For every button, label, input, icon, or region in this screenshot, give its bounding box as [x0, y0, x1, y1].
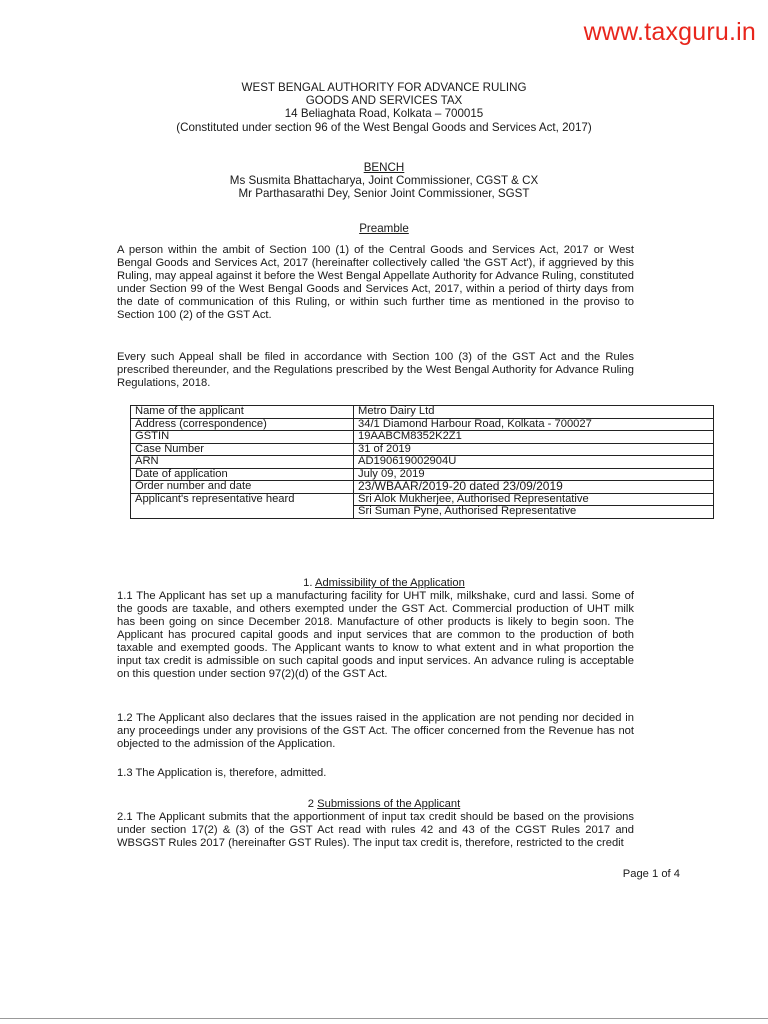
paragraph-1-1: 1.1 The Applicant has set up a manufacturing facility for UHT milk, milkshake, curd and lassi. Some of the goods are taxable, and others exempted under the GST Act. Commercial production of UHT milk has been going on since December 2018. Manufacture of other products is likely to begin soon. The Applicant has procured capital goods and input services that are common to the production of both taxable and exempted goods. The Applicant wants to know to what extent and in what proportion the input tax credit is admissible on such capital goods and input services. An advance ruling is acceptable on this question under section 97(2)(d) of the GST Act. [117, 590, 634, 680]
row-label: GSTIN [131, 431, 354, 444]
row-label: Applicant's representative heard [131, 493, 354, 518]
row-value: 23/WBAAR/2019-20 dated 23/09/2019 [354, 481, 714, 494]
row-label: Order number and date [131, 481, 354, 494]
header-line-4: (Constituted under section 96 of the West Bengal Goods and Services Act, 2017) [176, 120, 592, 134]
table-row [131, 418, 714, 431]
paragraph-2-1: 2.1 The Applicant submits that the apportionment of input tax credit should be based on the provisions under section 17(2) & (3) of the GST Act read with rules 42 and 43 of the CGST Rules 2017 and WBSGST Rules 2017 (hereinafter GST Rules). The input tax credit is, therefore, restricted to the credit [117, 811, 634, 849]
table-row [131, 406, 714, 419]
row-value: 31 of 2019 [354, 443, 714, 456]
bench-block [0, 161, 768, 201]
row-value: July 09, 2019 [354, 468, 714, 481]
preamble-paragraph-2: Every such Appeal shall be filed in accordance with Section 100 (3) of the GST Act and the Rules prescribed thereunder, and the Regulations prescribed by the West Bengal Authority for Advance Ruling Regulations, 2018. [117, 351, 634, 389]
bench-member-2: Mr Parthasarathi Dey, Senior Joint Commissioner, SGST [238, 187, 530, 201]
header-line-2: GOODS AND SERVICES TAX [305, 94, 463, 108]
section-2-number: 2 [307, 798, 315, 810]
row-value: Metro Dairy Ltd [354, 406, 714, 419]
section-1-heading [0, 577, 768, 589]
row-label: ARN [131, 456, 354, 469]
row-value: Sri Alok Mukherjee, Authorised Representative [354, 493, 714, 506]
preamble-title: Preamble [359, 222, 409, 235]
section-2-heading [0, 798, 768, 810]
header-line-1: WEST BENGAL AUTHORITY FOR ADVANCE RULING [241, 81, 527, 94]
table-row [131, 431, 714, 444]
row-value: AD190619002904U [354, 456, 714, 469]
section-1-title: Admissibility of the Application [314, 577, 465, 589]
preamble-paragraph-1: A person within the ambit of Section 100 (1) of the Central Goods and Services Act, 2017 or West Bengal Goods and Services Act, 2017 (hereinafter collectively called 'the GST Act'), if aggrieved by this Ruling, may appeal against it before the West Bengal Appellate Authority for Advance Ruling, constituted under Section 99 of the West Bengal Goods and Services Act, 2017, within a period of thirty days from the date of communication of this Ruling, or within such further time as mentioned in the proviso to Section 100 (2) of the GST Act. [117, 244, 634, 321]
page-number: Page 1 of 4 [622, 868, 680, 880]
watermark[interactable]: www.taxguru.in [583, 18, 756, 46]
table-row [131, 456, 714, 469]
row-value: 19AABCM8352K2Z1 [354, 431, 714, 444]
row-value: 34/1 Diamond Harbour Road, Kolkata - 700027 [354, 418, 714, 431]
section-2-title: Submissions of the Applicant [317, 798, 461, 810]
bottom-divider [0, 1018, 768, 1019]
section-1-number: 1. [303, 577, 313, 589]
header-line-3: 14 Beliaghata Road, Kolkata – 700015 [284, 107, 484, 121]
row-label: Case Number [131, 443, 354, 456]
row-value: Sri Suman Pyne, Authorised Representative [354, 506, 714, 519]
authority-header [0, 81, 768, 134]
applicant-details-table [130, 405, 714, 519]
row-label: Name of the applicant [131, 406, 354, 419]
table-row [131, 493, 714, 506]
paragraph-1-2: 1.2 The Applicant also declares that the issues raised in the application are not pending nor decided in any proceedings under any provisions of the GST Act. The officer concerned from the Revenue has not objected to the admission of the Application. [117, 712, 634, 750]
table-row [131, 443, 714, 456]
bench-title: BENCH [363, 161, 405, 174]
table-row [131, 481, 714, 494]
row-label: Date of application [131, 468, 354, 481]
bench-member-1: Ms Susmita Bhattacharya, Joint Commissioner, CGST & CX [229, 174, 539, 188]
row-label: Address (correspondence) [131, 418, 354, 431]
paragraph-1-3: 1.3 The Application is, therefore, admitted. [117, 767, 327, 779]
